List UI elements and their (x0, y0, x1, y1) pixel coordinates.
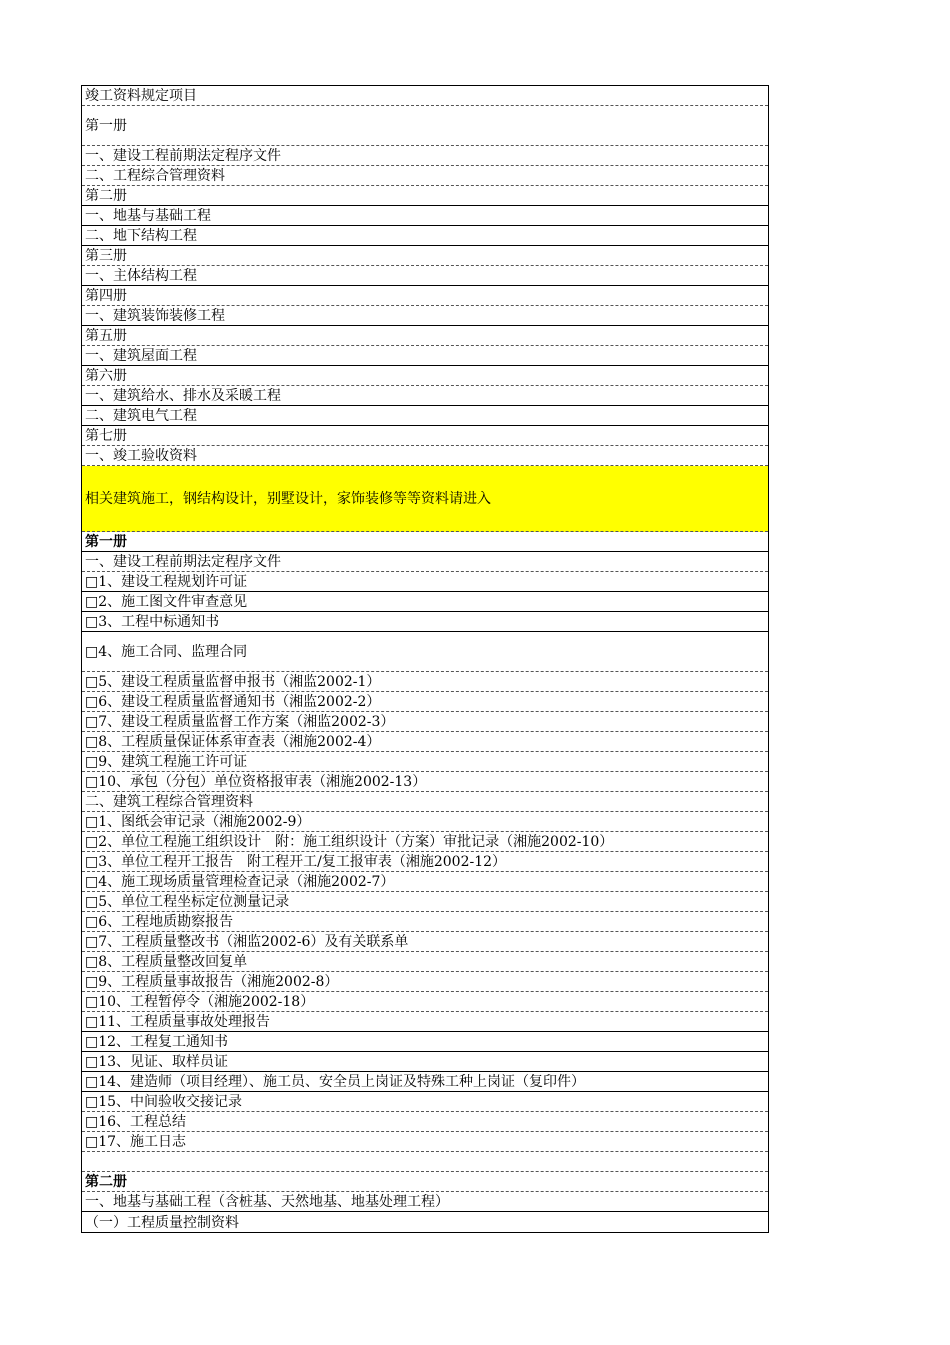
row-text: 一、建筑装饰装修工程 (85, 308, 225, 324)
table-row (82, 326, 768, 346)
row-text: □7、建设工程质量监督工作方案（湘监2002-3） (85, 714, 395, 730)
table-row (82, 1172, 768, 1192)
table-row (82, 106, 768, 146)
row-text: □11、工程质量事故处理报告 (85, 1014, 271, 1030)
table-row (82, 1132, 768, 1152)
table-row (82, 552, 768, 572)
row-text: 相关建筑施工，钢结构设计，别墅设计，家饰装修等等资料请进入 (85, 490, 491, 507)
row-text: □12、工程复工通知书 (85, 1034, 229, 1050)
row-text: 一、建设工程前期法定程序文件 (85, 148, 281, 164)
table-row (82, 366, 768, 386)
row-text: □5、建设工程质量监督申报书（湘监2002-1） (85, 674, 381, 690)
table-row (82, 792, 768, 812)
row-text: □6、建设工程质量监督通知书（湘监2002-2） (85, 694, 381, 710)
table-row (82, 1012, 768, 1032)
row-text: □3、工程中标通知书 (85, 614, 220, 630)
row-text: □8、工程质量保证体系审查表（湘施2002-4） (85, 734, 381, 750)
row-text: □17、施工日志 (85, 1134, 187, 1150)
row-text: 第五册 (85, 328, 127, 344)
table-row (82, 832, 768, 852)
table-row (82, 406, 768, 426)
table-row (82, 912, 768, 932)
table-row (82, 852, 768, 872)
row-text: 二、工程综合管理资料 (85, 168, 225, 184)
table-row (82, 186, 768, 206)
row-text: □10、工程暂停令（湘施2002-18） (85, 994, 315, 1010)
row-text: 第四册 (85, 288, 127, 304)
table-row (82, 932, 768, 952)
table-row (82, 692, 768, 712)
row-text: 第二册 (85, 188, 127, 204)
table-row (82, 86, 768, 106)
row-text: □16、工程总结 (85, 1114, 187, 1130)
row-text: 一、地基与基础工程（含桩基、天然地基、地基处理工程） (85, 1194, 449, 1210)
row-text: 第一册 (85, 117, 127, 134)
table-row (82, 1112, 768, 1132)
table-row (82, 992, 768, 1012)
row-text: 第三册 (85, 248, 127, 264)
row-text: □13、见证、取样员证 (85, 1054, 229, 1070)
table-row (82, 1192, 768, 1212)
table-row (82, 732, 768, 752)
table-row (82, 226, 768, 246)
row-text: 二、建筑电气工程 (85, 408, 197, 424)
table-row (82, 752, 768, 772)
row-text: □4、施工现场质量管理检查记录（湘施2002-7） (85, 874, 395, 890)
table-row (82, 1032, 768, 1052)
row-text: □5、单位工程坐标定位测量记录 (85, 894, 290, 910)
table-row (82, 146, 768, 166)
table-row (82, 166, 768, 186)
table-row (82, 612, 768, 632)
row-text: 二、建筑工程综合管理资料 (85, 794, 253, 810)
row-text: □6、工程地质勘察报告 (85, 914, 234, 930)
row-text: □10、承包（分包）单位资格报审表（湘施2002-13） (85, 774, 427, 790)
row-text: □2、单位工程施工组织设计 附：施工组织设计（方案）审批记录（湘施2002-10） (85, 834, 614, 850)
row-text: □8、工程质量整改回复单 (85, 954, 248, 970)
row-text: 一、主体结构工程 (85, 268, 197, 284)
row-text: 一、地基与基础工程 (85, 208, 211, 224)
row-text: 竣工资料规定项目 (85, 88, 197, 104)
row-text: 一、建筑给水、排水及采暖工程 (85, 388, 281, 404)
row-text: □7、工程质量整改书（湘监2002-6）及有关联系单 (85, 934, 409, 950)
table-row (82, 1092, 768, 1112)
table-row (82, 772, 768, 792)
row-text: □1、图纸会审记录（湘施2002-9） (85, 814, 311, 830)
table-row (82, 266, 768, 286)
table-row (82, 672, 768, 692)
row-text: 一、竣工验收资料 (85, 448, 197, 464)
row-text: □14、建造师（项目经理）、施工员、安全员上岗证及特殊工种上岗证（复印件） (85, 1074, 586, 1090)
table-row (82, 592, 768, 612)
table-row (82, 712, 768, 732)
row-text: □9、建筑工程施工许可证 (85, 754, 248, 770)
table-row (82, 306, 768, 326)
row-text: □15、中间验收交接记录 (85, 1094, 243, 1110)
row-text: （一）工程质量控制资料 (85, 1215, 239, 1231)
row-text: 一、建设工程前期法定程序文件 (85, 554, 281, 570)
row-text: 第一册 (85, 534, 127, 550)
table-row (82, 892, 768, 912)
row-text: □4、施工合同、监理合同 (85, 643, 248, 660)
row-text: 二、地下结构工程 (85, 228, 197, 244)
table-row (82, 532, 768, 552)
table-row (82, 426, 768, 446)
table-row (82, 1072, 768, 1092)
table-row (82, 1152, 768, 1172)
row-text: □1、建设工程规划许可证 (85, 574, 248, 590)
row-text: □2、施工图文件审查意见 (85, 594, 248, 610)
table-row (82, 1052, 768, 1072)
promo-banner-row (82, 466, 768, 532)
table-row (82, 812, 768, 832)
table-row (82, 572, 768, 592)
row-text: □3、单位工程开工报告 附工程开工/复工报审表（湘施2002-12） (85, 854, 507, 870)
row-text: 第六册 (85, 368, 127, 384)
row-text: 一、建筑屋面工程 (85, 348, 197, 364)
row-text: 第七册 (85, 428, 127, 444)
table-row (82, 972, 768, 992)
table-row (82, 246, 768, 266)
row-text: □9、工程质量事故报告（湘施2002-8） (85, 974, 339, 990)
table-row (82, 386, 768, 406)
table-row (82, 206, 768, 226)
table-row (82, 632, 768, 672)
table-row (82, 872, 768, 892)
table-row (82, 1212, 768, 1232)
table-row (82, 346, 768, 366)
row-text: 第二册 (85, 1174, 127, 1190)
document-table (81, 85, 769, 1233)
table-row (82, 446, 768, 466)
table-row (82, 286, 768, 306)
table-row (82, 952, 768, 972)
